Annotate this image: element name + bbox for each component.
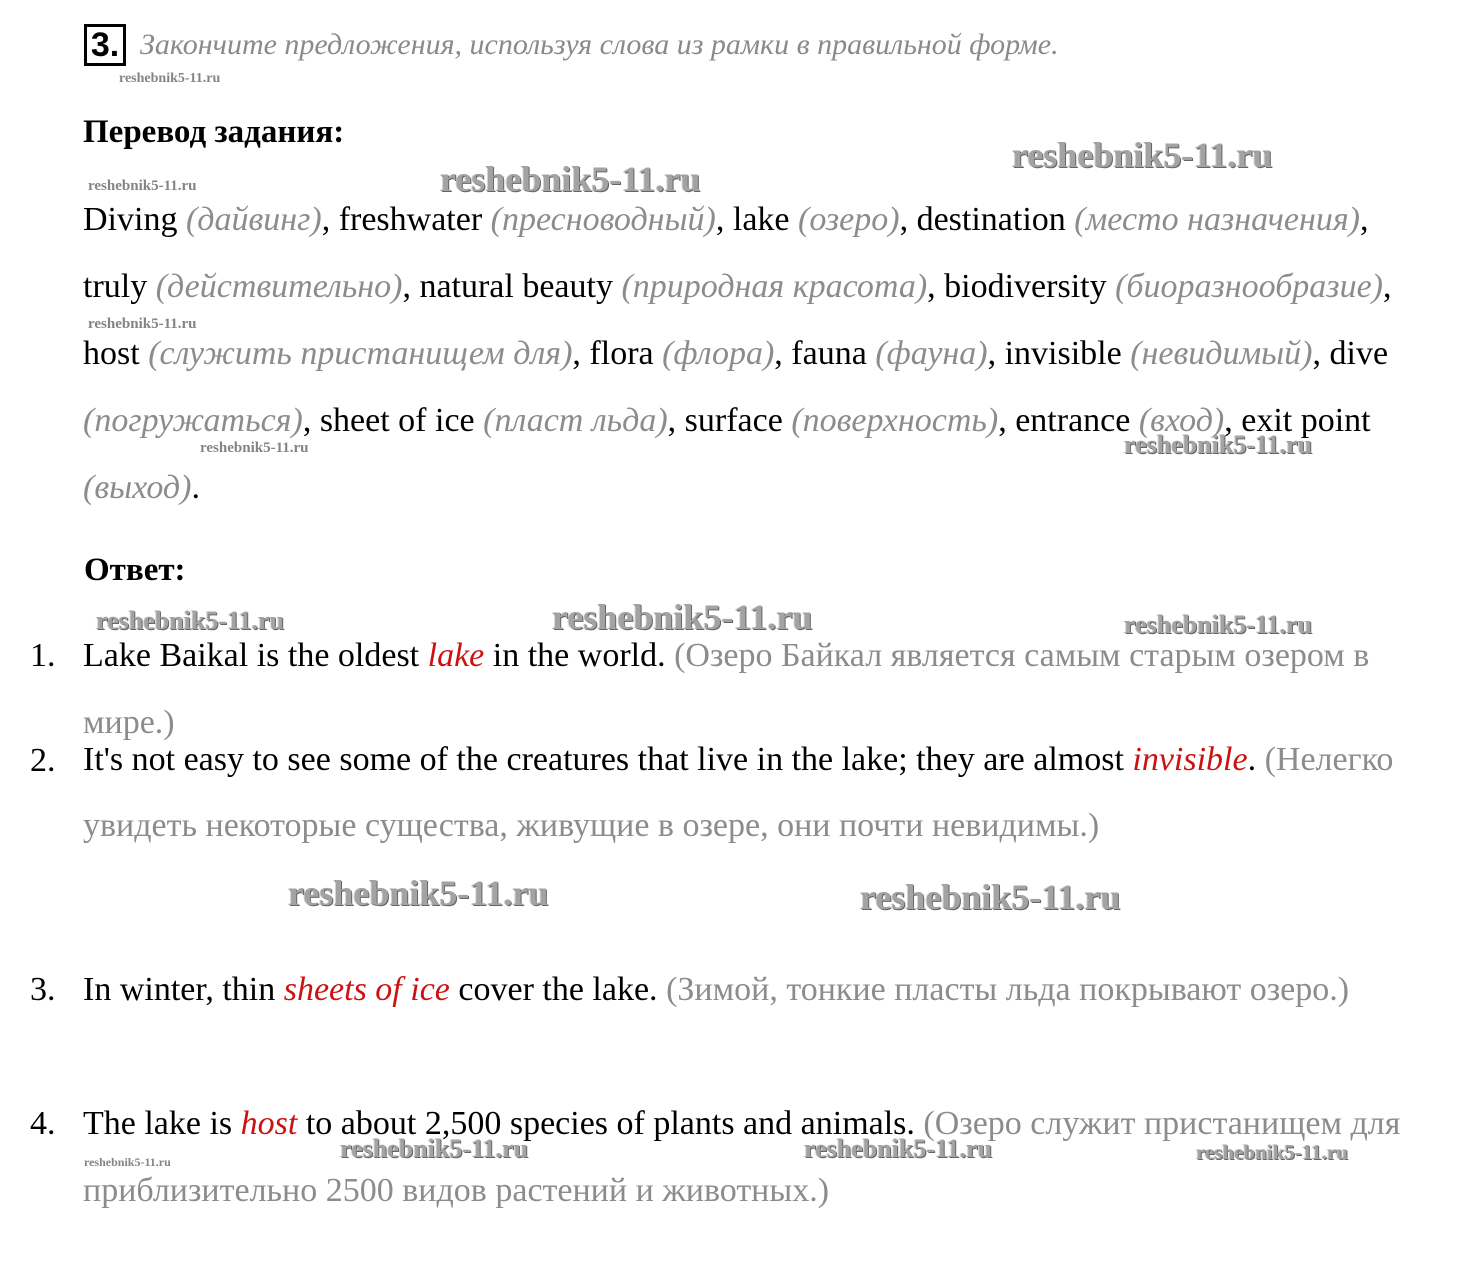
task-instruction: Закончите предложения, используя слова из рамки в правильной форме. (140, 28, 1059, 61)
item-number: 2. (30, 742, 56, 779)
glossary-separator: , (774, 335, 792, 372)
glossary-translation: (дайвинг) (185, 201, 322, 238)
sentence-translation: (Озеро служит пристанищем для приблизительно 2500 видов растений и животных.) (83, 1105, 1401, 1209)
glossary-term: sheet of ice (319, 402, 475, 439)
item-number: 3. (30, 971, 56, 1008)
sentence-after: . (1247, 741, 1257, 778)
glossary-separator: , (572, 335, 590, 372)
glossary-translation: (поверхность) (791, 402, 999, 439)
glossary-translation: (невидимый) (1130, 335, 1313, 372)
answer-word: sheets of ice (283, 971, 450, 1008)
watermark: reshebnik5-11.ru (88, 178, 197, 194)
sentence-translation: (Нелегко увидеть некоторые существа, живущие в озере, они почти невидимы.) (83, 741, 1394, 844)
glossary-translation: (вход) (1138, 402, 1225, 439)
watermark: reshebnik5-11.ru (119, 71, 221, 86)
glossary-translation: (озеро) (798, 201, 900, 238)
glossary-separator: , (899, 201, 917, 238)
watermark: reshebnik5-11.ru (288, 873, 549, 913)
sentence-before: It's not easy to see some of the creatures that live in the lake; they are almost (83, 741, 1133, 778)
glossary-separator: , (998, 402, 1016, 439)
watermark: reshebnik5-11.ru (440, 159, 701, 199)
glossary (83, 186, 1423, 521)
watermark: reshebnik5-11.ru (1124, 430, 1313, 459)
item-text (83, 727, 1423, 859)
glossary-term: biodiversity (944, 268, 1107, 305)
glossary-translation: (природная красота) (621, 268, 928, 305)
glossary-separator: , (402, 268, 420, 305)
glossary-translation: (флора) (662, 335, 775, 372)
glossary-term: truly (83, 268, 148, 305)
item-text (83, 956, 1423, 1023)
glossary-translation: (пласт льда) (483, 402, 668, 439)
sentence-before: The lake is (83, 1105, 241, 1142)
glossary-term: entrance (1015, 402, 1131, 439)
answer-heading: Ответ: (84, 552, 186, 588)
sentence-after: cover the lake. (449, 971, 658, 1008)
glossary-translation: (действительно) (155, 268, 403, 305)
glossary-term: Diving (83, 201, 178, 238)
glossary-term: destination (916, 201, 1066, 238)
sentence-after: in the world. (484, 637, 666, 674)
watermark: reshebnik5-11.ru (1012, 135, 1273, 175)
glossary-separator: , (715, 201, 733, 238)
glossary-translation: (биоразнообразие) (1115, 268, 1383, 305)
item-number: 4. (30, 1105, 56, 1142)
glossary-separator: , (302, 402, 320, 439)
glossary-translation: (погружаться) (83, 402, 303, 439)
sentence-before: Lake Baikal is the oldest (83, 637, 428, 674)
glossary-separator: , (667, 402, 685, 439)
glossary-separator: , (1359, 201, 1369, 238)
glossary-term: flora (589, 335, 654, 372)
watermark: reshebnik5-11.ru (96, 606, 285, 635)
glossary-separator: , (1382, 268, 1392, 305)
watermark: reshebnik5-11.ru (804, 1134, 993, 1163)
glossary-translation: (пресноводный) (490, 201, 716, 238)
watermark: reshebnik5-11.ru (340, 1134, 529, 1163)
watermark: reshebnik5-11.ru (1196, 1140, 1348, 1164)
glossary-translation: (служить пристанищем для) (148, 335, 573, 372)
translation-heading: Перевод задания: (83, 114, 345, 150)
glossary-separator: . (191, 469, 200, 506)
glossary-term: exit point (1241, 402, 1371, 439)
watermark: reshebnik5-11.ru (860, 877, 1121, 917)
glossary-separator: , (1224, 402, 1242, 439)
watermark: reshebnik5-11.ru (200, 440, 309, 456)
glossary-translation: (фауна) (875, 335, 988, 372)
answer-word: lake (427, 637, 485, 674)
answer-word: host (240, 1105, 298, 1142)
glossary-translation: (выход) (83, 469, 192, 506)
glossary-separator: , (927, 268, 945, 305)
watermark: reshebnik5-11.ru (552, 597, 813, 637)
task-number: 3. (84, 24, 126, 66)
glossary-term: fauna (791, 335, 867, 372)
glossary-term: host (83, 335, 140, 372)
glossary-term: invisible (1004, 335, 1122, 372)
item-number: 1. (30, 637, 56, 674)
glossary-term: lake (732, 201, 790, 238)
glossary-term: dive (1329, 335, 1389, 372)
glossary-term: surface (684, 402, 783, 439)
sentence-after: to about 2,500 species of plants and animals. (297, 1105, 915, 1142)
watermark: reshebnik5-11.ru (88, 316, 197, 332)
sentence-before: In winter, thin (83, 971, 284, 1008)
glossary-separator: , (987, 335, 1005, 372)
glossary-translation: (место назначения) (1074, 201, 1360, 238)
glossary-term: freshwater (338, 201, 483, 238)
answer-word: invisible (1132, 741, 1248, 778)
glossary-separator: , (1312, 335, 1330, 372)
glossary-term: natural beauty (419, 268, 613, 305)
glossary-separator: , (321, 201, 339, 238)
sentence-translation: (Зимой, тонкие пласты льда покрывают озеро.) (657, 971, 1350, 1008)
watermark: reshebnik5-11.ru (84, 1155, 171, 1169)
watermark: reshebnik5-11.ru (1124, 610, 1313, 639)
sentence-translation: (Озеро Байкал является самым старым озером в мире.) (83, 637, 1370, 741)
